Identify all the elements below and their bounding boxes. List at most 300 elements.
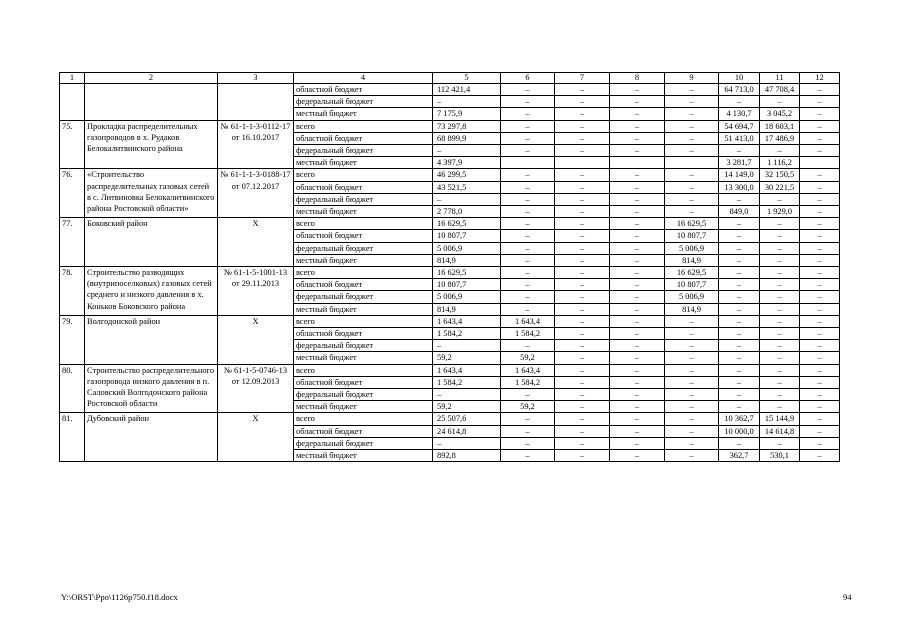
amount-cell: – — [800, 328, 840, 340]
amount-cell: – — [555, 352, 610, 364]
amount-cell: – — [501, 193, 555, 205]
amount-cell: – — [610, 206, 665, 218]
amount-cell: 18 603,1 — [760, 120, 800, 132]
amount-cell: – — [555, 242, 610, 254]
amount-cell: – — [760, 401, 800, 413]
amount-cell: – — [501, 218, 555, 230]
amount-cell: – — [719, 267, 760, 279]
amount-cell: 59,2 — [433, 352, 501, 364]
row-number: 78. — [60, 267, 85, 316]
amount-cell: – — [501, 425, 555, 437]
amount-cell: – — [555, 230, 610, 242]
amount-cell: – — [610, 352, 665, 364]
amount-cell: 4 130,7 — [719, 108, 760, 120]
registration-number: № 61-1-1-3-0188-17 от 07.12.2017 — [218, 169, 294, 218]
amount-cell: 1 584,2 — [433, 376, 501, 388]
amount-cell: – — [665, 145, 719, 157]
budget-source: федеральный бюджет — [294, 340, 433, 352]
amount-cell: – — [800, 267, 840, 279]
amount-cell: 64 713,0 — [719, 84, 760, 96]
row-number: 76. — [60, 169, 85, 218]
amount-cell: 32 150,5 — [760, 169, 800, 181]
amount-cell: – — [555, 267, 610, 279]
amount-cell: – — [760, 267, 800, 279]
registration-number: № 61-1-5-1001-13 от 29.11.2013 — [218, 267, 294, 316]
amount-cell: – — [719, 364, 760, 376]
amount-cell: – — [433, 193, 501, 205]
amount-cell: – — [610, 193, 665, 205]
amount-cell: 814,9 — [665, 254, 719, 266]
amount-cell: 3 045,2 — [760, 108, 800, 120]
amount-cell: 17 486,9 — [760, 132, 800, 144]
column-number: 9 — [665, 73, 719, 84]
amount-cell: – — [719, 376, 760, 388]
amount-cell: – — [555, 450, 610, 462]
amount-cell: – — [760, 96, 800, 108]
amount-cell: – — [760, 279, 800, 291]
amount-cell: – — [800, 279, 840, 291]
amount-cell: – — [555, 145, 610, 157]
amount-cell: – — [610, 389, 665, 401]
amount-cell: 5 006,9 — [665, 291, 719, 303]
amount-cell: – — [665, 315, 719, 327]
amount-cell: – — [610, 218, 665, 230]
amount-cell: – — [665, 96, 719, 108]
amount-cell: – — [800, 352, 840, 364]
object-name: Строительство разводящих (внутрипоселковых) газовых сетей среднего и низкого давления в х. Коньков Боковского района — [85, 267, 218, 316]
row-number: 75. — [60, 120, 85, 169]
amount-cell: – — [800, 437, 840, 449]
amount-cell: 2 778,0 — [433, 206, 501, 218]
amount-cell: – — [501, 267, 555, 279]
budget-source: областной бюджет — [294, 84, 433, 96]
amount-cell: – — [719, 328, 760, 340]
table-row — [60, 267, 840, 279]
amount-cell: 849,0 — [719, 206, 760, 218]
column-number: 1 — [60, 73, 85, 84]
amount-cell: – — [800, 413, 840, 425]
amount-cell: – — [719, 254, 760, 266]
budget-source: всего — [294, 315, 433, 327]
amount-cell: – — [555, 218, 610, 230]
amount-cell: – — [800, 218, 840, 230]
amount-cell: – — [719, 315, 760, 327]
amount-cell: – — [760, 145, 800, 157]
amount-cell: – — [800, 364, 840, 376]
amount-cell: – — [760, 193, 800, 205]
amount-cell: – — [665, 413, 719, 425]
amount-cell: – — [610, 303, 665, 315]
amount-cell: – — [800, 303, 840, 315]
amount-cell: 4 397,9 — [433, 157, 501, 169]
amount-cell: – — [719, 218, 760, 230]
amount-cell: 3 281,7 — [719, 157, 760, 169]
amount-cell: – — [665, 328, 719, 340]
column-number: 4 — [294, 73, 433, 84]
amount-cell: – — [760, 218, 800, 230]
amount-cell: – — [665, 169, 719, 181]
amount-cell: – — [501, 145, 555, 157]
amount-cell: – — [760, 328, 800, 340]
table-row — [60, 169, 840, 181]
amount-cell: – — [610, 169, 665, 181]
amount-cell: – — [760, 364, 800, 376]
amount-cell: 5 006,9 — [665, 242, 719, 254]
amount-cell: – — [555, 303, 610, 315]
amount-cell: – — [800, 401, 840, 413]
amount-cell: 68 899,9 — [433, 132, 501, 144]
amount-cell: – — [610, 413, 665, 425]
amount-cell: 1 584,2 — [433, 328, 501, 340]
budget-source: всего — [294, 218, 433, 230]
amount-cell: – — [555, 340, 610, 352]
column-number: 12 — [800, 73, 840, 84]
amount-cell: – — [433, 437, 501, 449]
amount-cell: 10 000,0 — [719, 425, 760, 437]
object-name: Дубовский район — [85, 413, 218, 462]
amount-cell: – — [555, 206, 610, 218]
table-row — [60, 84, 840, 96]
amount-cell: 16 629,5 — [433, 218, 501, 230]
amount-cell: – — [760, 315, 800, 327]
amount-cell: – — [555, 389, 610, 401]
budget-source: местный бюджет — [294, 206, 433, 218]
column-number: 7 — [555, 73, 610, 84]
amount-cell: – — [665, 450, 719, 462]
amount-cell: – — [555, 84, 610, 96]
amount-cell: – — [555, 96, 610, 108]
amount-cell: – — [800, 108, 840, 120]
amount-cell: – — [610, 364, 665, 376]
amount-cell: – — [555, 315, 610, 327]
budget-source: всего — [294, 364, 433, 376]
amount-cell: – — [610, 340, 665, 352]
amount-cell: 47 708,4 — [760, 84, 800, 96]
budget-source: областной бюджет — [294, 376, 433, 388]
amount-cell — [501, 157, 555, 169]
amount-cell: 814,9 — [433, 303, 501, 315]
budget-source: федеральный бюджет — [294, 437, 433, 449]
amount-cell: – — [719, 352, 760, 364]
amount-cell — [665, 157, 719, 169]
amount-cell: – — [760, 437, 800, 449]
page-number: 94 — [843, 592, 852, 602]
table-row — [60, 218, 840, 230]
amount-cell: – — [555, 193, 610, 205]
amount-cell: – — [665, 206, 719, 218]
amount-cell: – — [610, 84, 665, 96]
amount-cell: – — [501, 303, 555, 315]
file-path: Y:\ORST\Ppo\1126p750.f18.docx — [61, 592, 178, 602]
amount-cell: 7 175,9 — [433, 108, 501, 120]
amount-cell: – — [800, 425, 840, 437]
table-row — [60, 315, 840, 327]
budget-source: федеральный бюджет — [294, 193, 433, 205]
amount-cell: – — [433, 340, 501, 352]
amount-cell: – — [800, 315, 840, 327]
amount-cell: – — [719, 303, 760, 315]
amount-cell: – — [501, 181, 555, 193]
amount-cell: 25 507,6 — [433, 413, 501, 425]
object-name: Прокладка распределительных газопроводов в х. Рудаков Белокалитвинского района — [85, 120, 218, 169]
amount-cell: 59,2 — [501, 401, 555, 413]
amount-cell: – — [760, 389, 800, 401]
amount-cell: – — [665, 181, 719, 193]
object-name: Строительство распределительного газопровода низкого давления в п. Саловский Волгодонского района Ростовской области — [85, 364, 218, 413]
amount-cell: – — [555, 108, 610, 120]
amount-cell: – — [610, 120, 665, 132]
amount-cell: – — [760, 376, 800, 388]
amount-cell: – — [800, 206, 840, 218]
amount-cell: 24 614,8 — [433, 425, 501, 437]
document-page — [59, 72, 840, 462]
amount-cell: 892,8 — [433, 450, 501, 462]
amount-cell: 112 421,4 — [433, 84, 501, 96]
amount-cell: – — [665, 364, 719, 376]
amount-cell: – — [665, 425, 719, 437]
amount-cell: – — [501, 254, 555, 266]
amount-cell: 10 362,7 — [719, 413, 760, 425]
amount-cell: – — [433, 389, 501, 401]
amount-cell: – — [800, 242, 840, 254]
amount-cell: – — [610, 315, 665, 327]
amount-cell: – — [501, 389, 555, 401]
amount-cell: – — [610, 108, 665, 120]
amount-cell: – — [610, 279, 665, 291]
amount-cell: 1 584,2 — [501, 328, 555, 340]
amount-cell: – — [555, 328, 610, 340]
table-row — [60, 120, 840, 132]
amount-cell: – — [610, 425, 665, 437]
amount-cell: – — [555, 291, 610, 303]
row-number: 79. — [60, 315, 85, 364]
amount-cell: 59,2 — [501, 352, 555, 364]
column-number: 2 — [85, 73, 218, 84]
row-number: 77. — [60, 218, 85, 267]
amount-cell: – — [501, 279, 555, 291]
amount-cell: 10 807,7 — [433, 279, 501, 291]
registration-number: Х — [218, 413, 294, 462]
budget-source: всего — [294, 413, 433, 425]
amount-cell: – — [433, 96, 501, 108]
amount-cell: – — [610, 132, 665, 144]
amount-cell: – — [719, 401, 760, 413]
budget-source: областной бюджет — [294, 230, 433, 242]
amount-cell: – — [665, 84, 719, 96]
budget-source: местный бюджет — [294, 254, 433, 266]
registration-number — [218, 84, 294, 121]
amount-cell: – — [501, 413, 555, 425]
amount-cell: 1 643,4 — [501, 315, 555, 327]
amount-cell: – — [501, 230, 555, 242]
amount-cell: 15 144,9 — [760, 413, 800, 425]
amount-cell: – — [719, 230, 760, 242]
budget-table — [59, 72, 840, 462]
budget-source: местный бюджет — [294, 108, 433, 120]
registration-number: Х — [218, 315, 294, 364]
amount-cell: 1 643,4 — [433, 364, 501, 376]
registration-number: № 61-1-1-3-0112-17 от 16.10.2017 — [218, 120, 294, 169]
amount-cell: – — [665, 120, 719, 132]
budget-source: федеральный бюджет — [294, 291, 433, 303]
amount-cell: – — [760, 242, 800, 254]
column-number: 6 — [501, 73, 555, 84]
amount-cell: – — [719, 437, 760, 449]
amount-cell: – — [800, 132, 840, 144]
amount-cell: – — [665, 193, 719, 205]
amount-cell: – — [501, 108, 555, 120]
table-row — [60, 364, 840, 376]
amount-cell: – — [610, 145, 665, 157]
row-number — [60, 84, 85, 121]
amount-cell: – — [610, 376, 665, 388]
amount-cell: – — [800, 96, 840, 108]
amount-cell: – — [719, 193, 760, 205]
amount-cell: – — [800, 169, 840, 181]
amount-cell: – — [665, 376, 719, 388]
amount-cell: – — [665, 389, 719, 401]
registration-number: Х — [218, 218, 294, 267]
budget-source: всего — [294, 267, 433, 279]
amount-cell: – — [610, 181, 665, 193]
budget-source: местный бюджет — [294, 401, 433, 413]
amount-cell: – — [719, 279, 760, 291]
amount-cell: – — [665, 352, 719, 364]
amount-cell: – — [501, 132, 555, 144]
amount-cell: 10 807,7 — [665, 230, 719, 242]
amount-cell: – — [800, 254, 840, 266]
amount-cell: – — [501, 169, 555, 181]
amount-cell: 1 584,2 — [501, 376, 555, 388]
object-name: Боковский район — [85, 218, 218, 267]
amount-cell: 5 006,9 — [433, 291, 501, 303]
amount-cell — [555, 157, 610, 169]
amount-cell: – — [501, 291, 555, 303]
amount-cell: 10 807,7 — [433, 230, 501, 242]
amount-cell: – — [760, 340, 800, 352]
column-number: 8 — [610, 73, 665, 84]
amount-cell: – — [665, 437, 719, 449]
amount-cell: 14 149,0 — [719, 169, 760, 181]
amount-cell: – — [555, 181, 610, 193]
budget-source: областной бюджет — [294, 279, 433, 291]
amount-cell: – — [501, 242, 555, 254]
amount-cell: 16 629,5 — [665, 218, 719, 230]
amount-cell: – — [433, 145, 501, 157]
amount-cell: 362,7 — [719, 450, 760, 462]
budget-source: федеральный бюджет — [294, 96, 433, 108]
amount-cell: 51 413,0 — [719, 132, 760, 144]
amount-cell: 530,1 — [760, 450, 800, 462]
amount-cell: – — [665, 132, 719, 144]
amount-cell: – — [555, 401, 610, 413]
amount-cell: – — [760, 230, 800, 242]
amount-cell: – — [760, 254, 800, 266]
amount-cell: – — [555, 413, 610, 425]
amount-cell: – — [665, 108, 719, 120]
amount-cell: – — [610, 450, 665, 462]
amount-cell: 16 629,5 — [665, 267, 719, 279]
amount-cell: – — [610, 230, 665, 242]
amount-cell: – — [800, 193, 840, 205]
row-number: 80. — [60, 364, 85, 413]
object-name — [85, 84, 218, 121]
amount-cell: – — [501, 206, 555, 218]
object-name: Волгодонской район — [85, 315, 218, 364]
amount-cell: – — [555, 254, 610, 266]
amount-cell: – — [555, 169, 610, 181]
amount-cell: – — [501, 450, 555, 462]
budget-source: областной бюджет — [294, 181, 433, 193]
budget-source: местный бюджет — [294, 450, 433, 462]
amount-cell: – — [610, 242, 665, 254]
amount-cell: – — [555, 279, 610, 291]
row-number: 81. — [60, 413, 85, 462]
amount-cell: – — [800, 450, 840, 462]
amount-cell: 14 614,8 — [760, 425, 800, 437]
amount-cell: – — [555, 132, 610, 144]
amount-cell: – — [760, 352, 800, 364]
budget-source: всего — [294, 120, 433, 132]
amount-cell: 1 116,2 — [760, 157, 800, 169]
amount-cell: – — [719, 340, 760, 352]
amount-cell: – — [610, 328, 665, 340]
amount-cell: – — [665, 401, 719, 413]
column-number: 10 — [719, 73, 760, 84]
amount-cell: 59,2 — [433, 401, 501, 413]
amount-cell: – — [555, 120, 610, 132]
amount-cell: – — [555, 376, 610, 388]
amount-cell: – — [800, 230, 840, 242]
budget-source: областной бюджет — [294, 425, 433, 437]
amount-cell: – — [555, 437, 610, 449]
amount-cell: – — [719, 145, 760, 157]
amount-cell: – — [719, 389, 760, 401]
amount-cell: 1 929,0 — [760, 206, 800, 218]
amount-cell: – — [610, 291, 665, 303]
amount-cell: – — [501, 120, 555, 132]
amount-cell: 30 221,5 — [760, 181, 800, 193]
amount-cell: 814,9 — [433, 254, 501, 266]
amount-cell: – — [800, 340, 840, 352]
amount-cell: – — [610, 96, 665, 108]
amount-cell: – — [719, 291, 760, 303]
amount-cell: 814,9 — [665, 303, 719, 315]
registration-number: № 61-1-5-0746-13 от 12.09.2013 — [218, 364, 294, 413]
amount-cell: – — [760, 291, 800, 303]
amount-cell: – — [800, 376, 840, 388]
amount-cell: – — [501, 340, 555, 352]
amount-cell: – — [610, 437, 665, 449]
budget-source: местный бюджет — [294, 157, 433, 169]
amount-cell: – — [800, 145, 840, 157]
amount-cell: – — [760, 303, 800, 315]
budget-source: федеральный бюджет — [294, 145, 433, 157]
column-number: 11 — [760, 73, 800, 84]
budget-source: федеральный бюджет — [294, 389, 433, 401]
budget-source: местный бюджет — [294, 303, 433, 315]
amount-cell: 10 807,7 — [665, 279, 719, 291]
amount-cell: – — [501, 437, 555, 449]
amount-cell: – — [800, 291, 840, 303]
amount-cell: 13 300,0 — [719, 181, 760, 193]
amount-cell: – — [800, 120, 840, 132]
amount-cell: – — [501, 84, 555, 96]
column-number: 5 — [433, 73, 501, 84]
budget-source: всего — [294, 169, 433, 181]
amount-cell: 43 521,5 — [433, 181, 501, 193]
table-row — [60, 413, 840, 425]
